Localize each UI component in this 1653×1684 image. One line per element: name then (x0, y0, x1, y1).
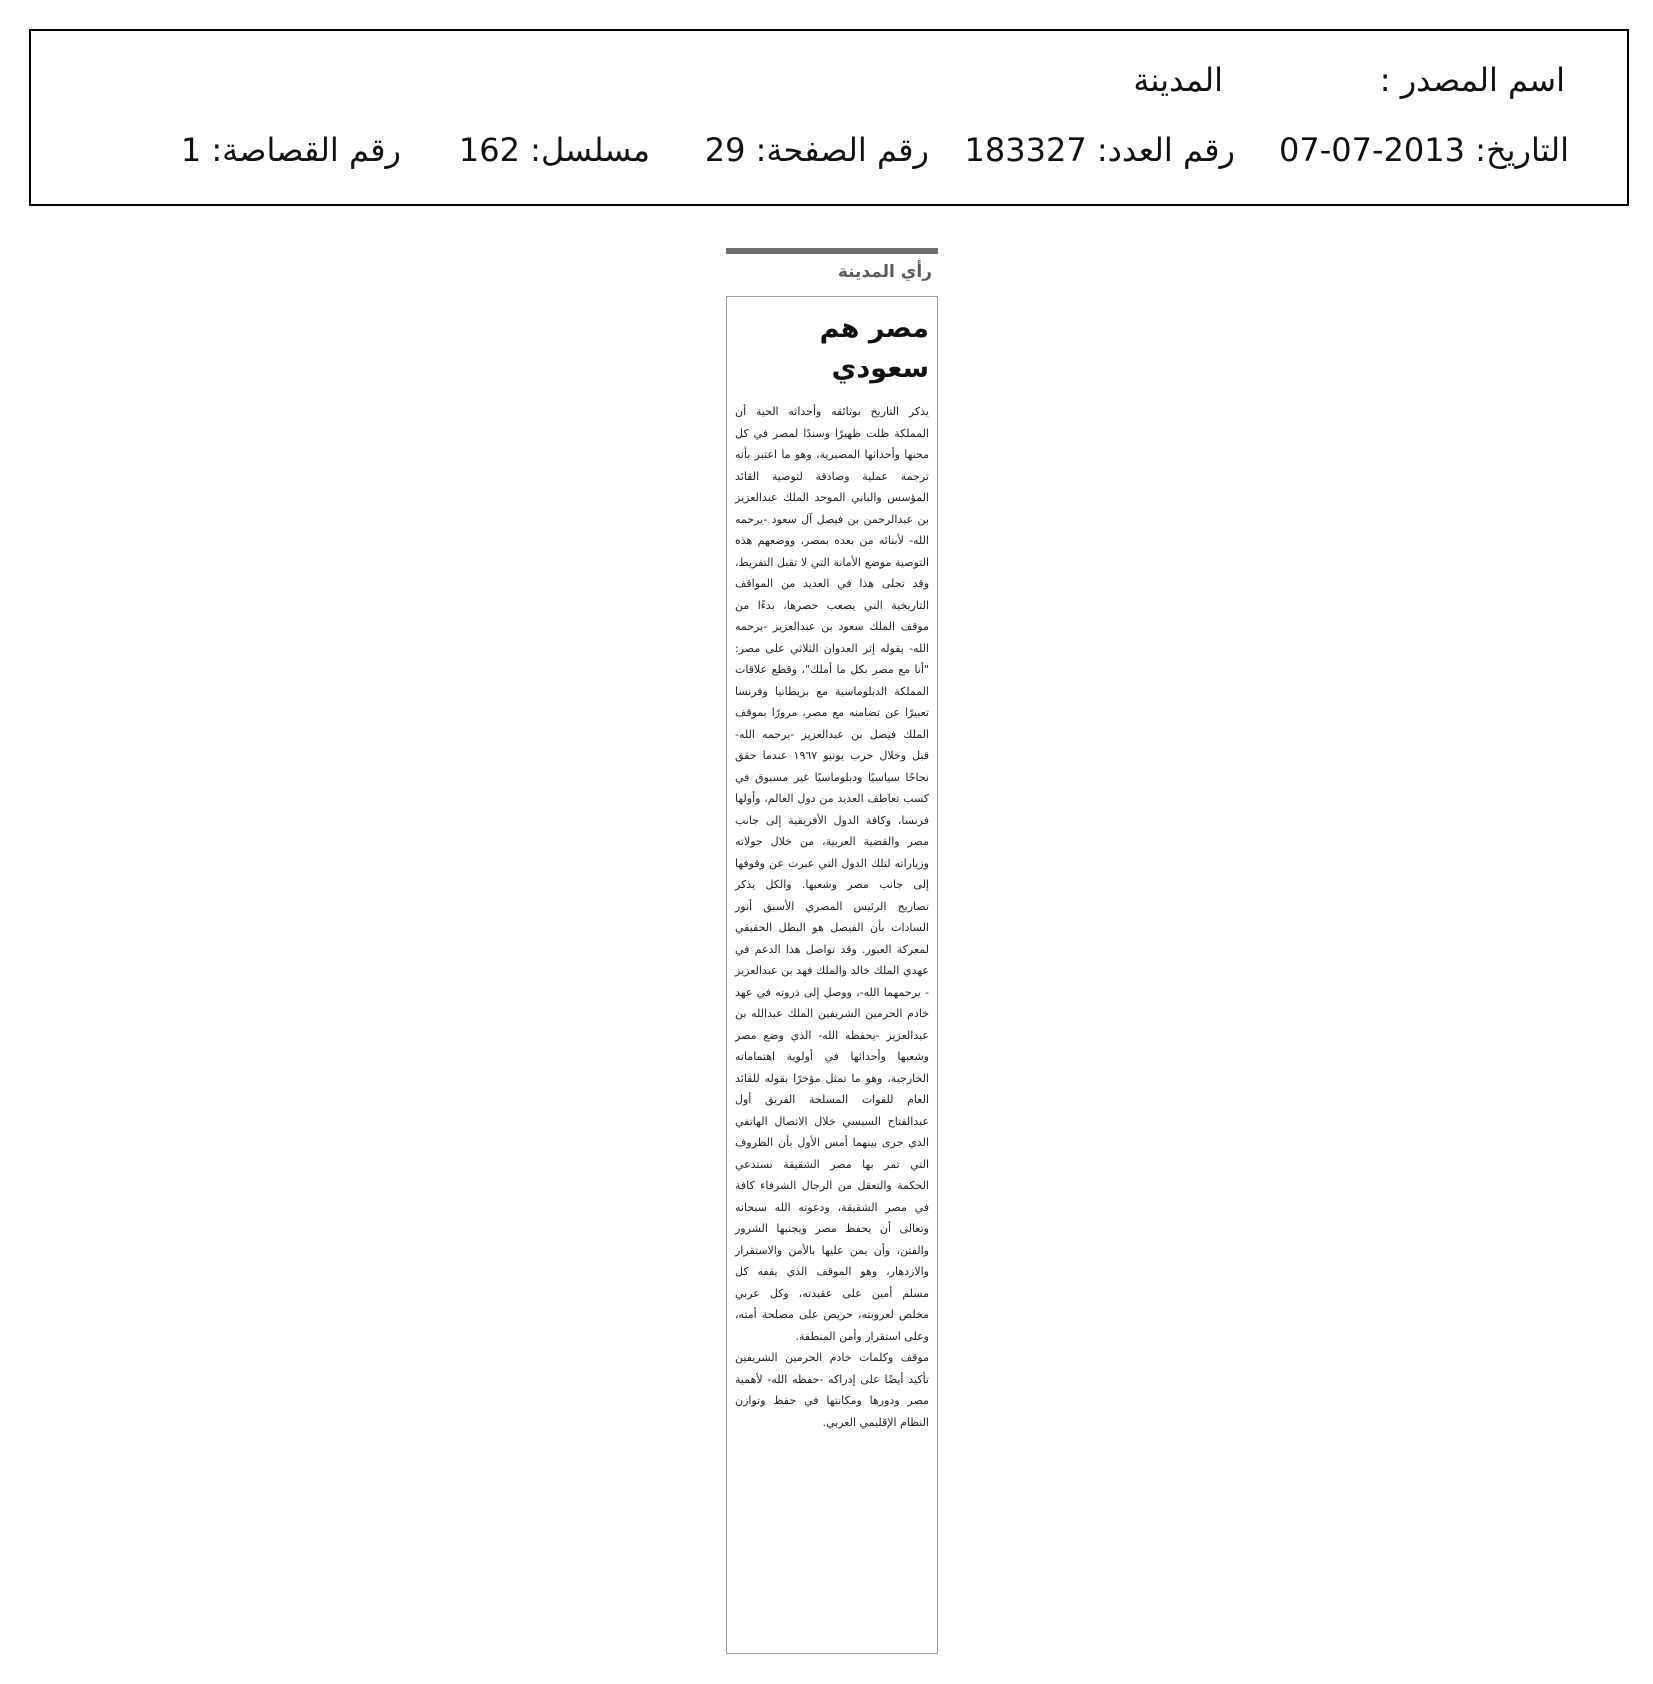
newspaper-clipping (726, 248, 938, 1654)
date-field: التاريخ: 2013-07-07 (1279, 131, 1569, 169)
page-number: رقم الصفحة: 29 (704, 131, 929, 169)
document-header (29, 29, 1629, 206)
clip-number: رقم القصاصة: 1 (180, 131, 401, 169)
section-title: رأي المدينة (837, 262, 932, 282)
article-paragraph: يذكر التاريخ بوثائقه وأحداثه الحية أن المملكة ظلت ظهيرًا وسندًا لمصر في كل محنها وأحداثها المصيرية، وهو ما اعتبر بأنه ترجمة عملية وصادقة لتوصية القائد المؤسس والباني الموحد الملك عبدالعزيز بن عبدالرحمن بن فيصل آل سعود -يرحمه الله- لأبنائه من بعده بمصر، ووضعهم هذه التوصية موضع الأمانة التي لا تقبل التفريط، وقد تجلى هذا في العديد من المواقف التاريخية التي يصعب حصرها، بدءًا من موقف الملك سعود بن عبدالعزيز -يرحمه الله- بقوله إثر العدوان الثلاثي على مصر: "أنا مع مصر بكل ما أملك"، وقطع علاقات المملكة الدبلوماسية مع بريطانيا وفرنسا تعبيرًا عن تضامنه مع مصر، مرورًا بموقف الملك فيصل بن عبدالعزيز -يرحمه الله- قبل وخلال حرب يونيو ١٩٦٧ عندما حقق نجاحًا سياسيًا ودبلوماسيًا غير مسبوق في كسب تعاطف العديد من دول العالم، وأولها فرنسا، وكافة الدول الأفريقية إلى جانب مصر والقضية العربية، من خلال جولاته وزياراته لتلك الدول التي عبرت عن وقوفها إلى جانب مصر وشعبها. والكل يذكر تصاريح الرئيس المصري الأسبق أنور السادات بأن الفيصل هو البطل الحقيقي لمعركة العبور. وقد تواصل هذا الدعم في عهدي الملك خالد والملك فهد بن عبدالعزيز - يرحمهما الله-، ووصل إلى ذروته في عهد خادم الحرمين الشريفين الملك عبدالله بن عبدالعزيز -يحفظه الله- الذي وضع مصر وشعبها وأحداثها في أولوية اهتماماته الخارجية، وهو ما تمثل مؤخرًا بقوله للقائد العام للقوات المسلحة الفريق أول عبدالفتاح السيسي خلال الاتصال الهاتفي الذي جرى بينهما أمس الأول بأن الظروف التي تمر بها مصر الشقيقة تستدعي الحكمة والتعقل من الرجال الشرفاء كافة في مصر الشقيقة، ودعوته الله سبحانه وتعالى أن يحفظ مصر ويجنبها الشرور والفتن، وأن يمن عليها بالأمن والاستقرار والازدهار، وهو الموقف الذي يقفه كل مسلم أمين على عقيدته، وكل عربي مخلص لعروبته، حريص على مصلحة أمته، وعلى استقرار وأمن المنطقة. (735, 405, 929, 1343)
serial-number: مسلسل: 162 (458, 131, 650, 169)
article-paragraph: موقف وكلمات خادم الحرمين الشريفين تأكيد أيضًا على إدراكه -حفظه الله- لأهمية مصر ودورها ومكانتها في حفظ وتوازن النظام الإقليمي العربي. (735, 1351, 929, 1429)
source-value: المدينة (1133, 61, 1223, 99)
source-label: اسم المصدر : (1379, 61, 1565, 99)
issue-number: رقم العدد: 183327 (964, 131, 1235, 169)
article-headline: مصر هم سعودي (819, 313, 929, 384)
article-body (735, 401, 929, 1433)
article-frame (726, 296, 938, 1654)
